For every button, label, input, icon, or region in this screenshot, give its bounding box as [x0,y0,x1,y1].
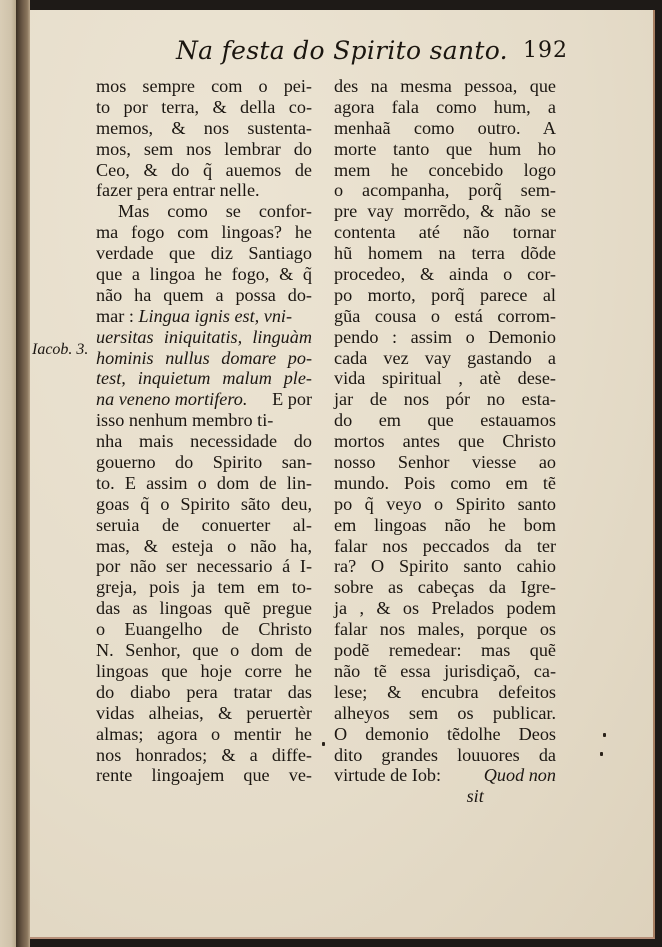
text-line: hũ homem na terra dõde [334,243,556,264]
latin-quote-line: hominis nullus domare po- [96,347,312,368]
text-line: pre vay morrẽdo, & não se [334,201,556,222]
text-line: não ha quem a possa do- [96,284,312,305]
text-line: em lingoas não he bom [334,514,556,535]
text-line: podẽ remedear: mas quẽ [334,640,556,661]
ink-speck [600,752,603,756]
catchword: sit [466,786,484,807]
text-line: verdade que diz Santiago [96,243,312,264]
ink-speck [322,742,325,746]
text-line: que a lingoa he fogo, & q̃ [96,264,312,285]
text-line: contenta até não tornar [334,222,556,243]
text-line: gouerno do Spirito san- [96,452,312,473]
text-line: dito grandes louuores da [334,744,556,765]
text-line: memos, & nos sustenta- [96,117,312,138]
ink-speck [603,733,606,737]
latin-quote: na veneno mortifero. [96,389,248,410]
text-fragment: E por [272,389,312,410]
text-line: do diabo pera tratar das [96,681,312,702]
text-line: não tẽ essa jurisdiçaõ, ca- [334,660,556,681]
text-line: menhaã como outro. A [334,117,556,138]
text-line: seruia de conuerter al- [96,514,312,535]
text-line: O demonio tẽdolhe Deos [334,723,556,744]
text-line: to. E assim o dom de lin- [96,472,312,493]
text-line: lese; & encubra defeitos [334,681,556,702]
book-gutter [16,0,30,947]
text-line: greja, pois ja tem em to- [96,577,312,598]
text-line: mem he concebido logo [334,159,556,180]
text-line: to por terra, & della co- [96,96,312,117]
latin-quote-line: test, inquietum malum ple- [96,368,312,389]
text-line: Mas como se confor- [118,201,312,222]
text-line: vidas alheias, & peruertèr [96,702,312,723]
text-line: sobre as cabeças da Igre- [334,577,556,598]
text-line: ma fogo com lingoas? he [96,222,312,243]
running-title: Na festa do Spirito santo. [176,36,508,65]
text-line: pendo : assim o Demonio [334,326,556,347]
margin-note: Iacob. 3. [32,341,89,358]
text-line: nosso Senhor viesse ao [334,452,556,473]
text-line: procedeo, & ainda o cor- [334,264,556,285]
text-line: N. Senhor, que o dom de [96,640,312,661]
text-line: isso nenhum membro ti- [96,410,274,431]
text-line: por não ser necessario á I- [96,556,312,577]
text-line: do em que estauamos [334,410,556,431]
text-line: jar de nos pór no esta- [334,389,556,410]
text-line-mixed [334,765,556,786]
text-line: mas, & esteja o não ha, [96,535,312,556]
left-column [96,76,312,786]
text-line: po q̃ veyo o Spirito santo [334,493,556,514]
text-line: ja , & os Prelados podem [334,598,556,619]
text-line: goas q̃ o Spirito sãto deu, [96,493,312,514]
text-line: po morto, porq̃ parece al [334,284,556,305]
text-line-mixed [96,306,312,327]
page-number: 192 [523,38,568,63]
text-line: nos honrados; & a diffe- [96,744,312,765]
text-line: Ceo, & do q̃ auemos de [96,159,312,180]
text-fragment: mar : [96,305,134,326]
latin-quote: Quod non [483,765,556,786]
text-line: lingoas que hoje corre he [96,660,312,681]
latin-quote-line: uersitas iniquitatis, linguàm [96,326,312,347]
text-line: mundo. Pois como em tẽ [334,472,556,493]
text-line: falar nos males, porque os [334,619,556,640]
right-column [334,76,556,807]
text-line: cada vez vay gastando a [334,347,556,368]
text-line: gũa cousa o está corrom- [334,305,556,326]
text-line: falar nos peccados da ter [334,535,556,556]
text-line: mortos antes que Christo [334,431,556,452]
facing-page-edge [0,0,16,947]
text-line: vida spiritual , atè dese- [334,368,556,389]
text-line: o Euangelho de Christo [96,619,312,640]
text-line: mos, sem nos lembrar do [96,138,312,159]
text-line: fazer pera entrar nelle. [96,180,260,201]
latin-quote: Lingua ignis est, vni- [138,305,293,326]
text-line: ra? O Spirito santo cahio [334,556,556,577]
text-line: des na mesma pessoa, que [334,76,556,96]
page-header [176,36,576,76]
text-line-mixed [96,389,312,410]
text-line: rente lingoajem que ve- [96,765,312,786]
text-line: nha mais necessidade do [96,431,312,452]
text-line: morte tanto que hum ho [334,138,556,159]
text-fragment: virtude de Iob: [334,765,442,786]
text-line: almas; agora o mentir he [96,723,312,744]
text-line: o acompanha, porq̃ sem- [334,180,556,201]
text-line: alheyos sem os publicar. [334,702,556,723]
text-line: mos sempre com o pei- [96,76,312,96]
text-line: agora fala como hum, a [334,96,556,117]
text-line: das as lingoas quẽ pregue [96,598,312,619]
